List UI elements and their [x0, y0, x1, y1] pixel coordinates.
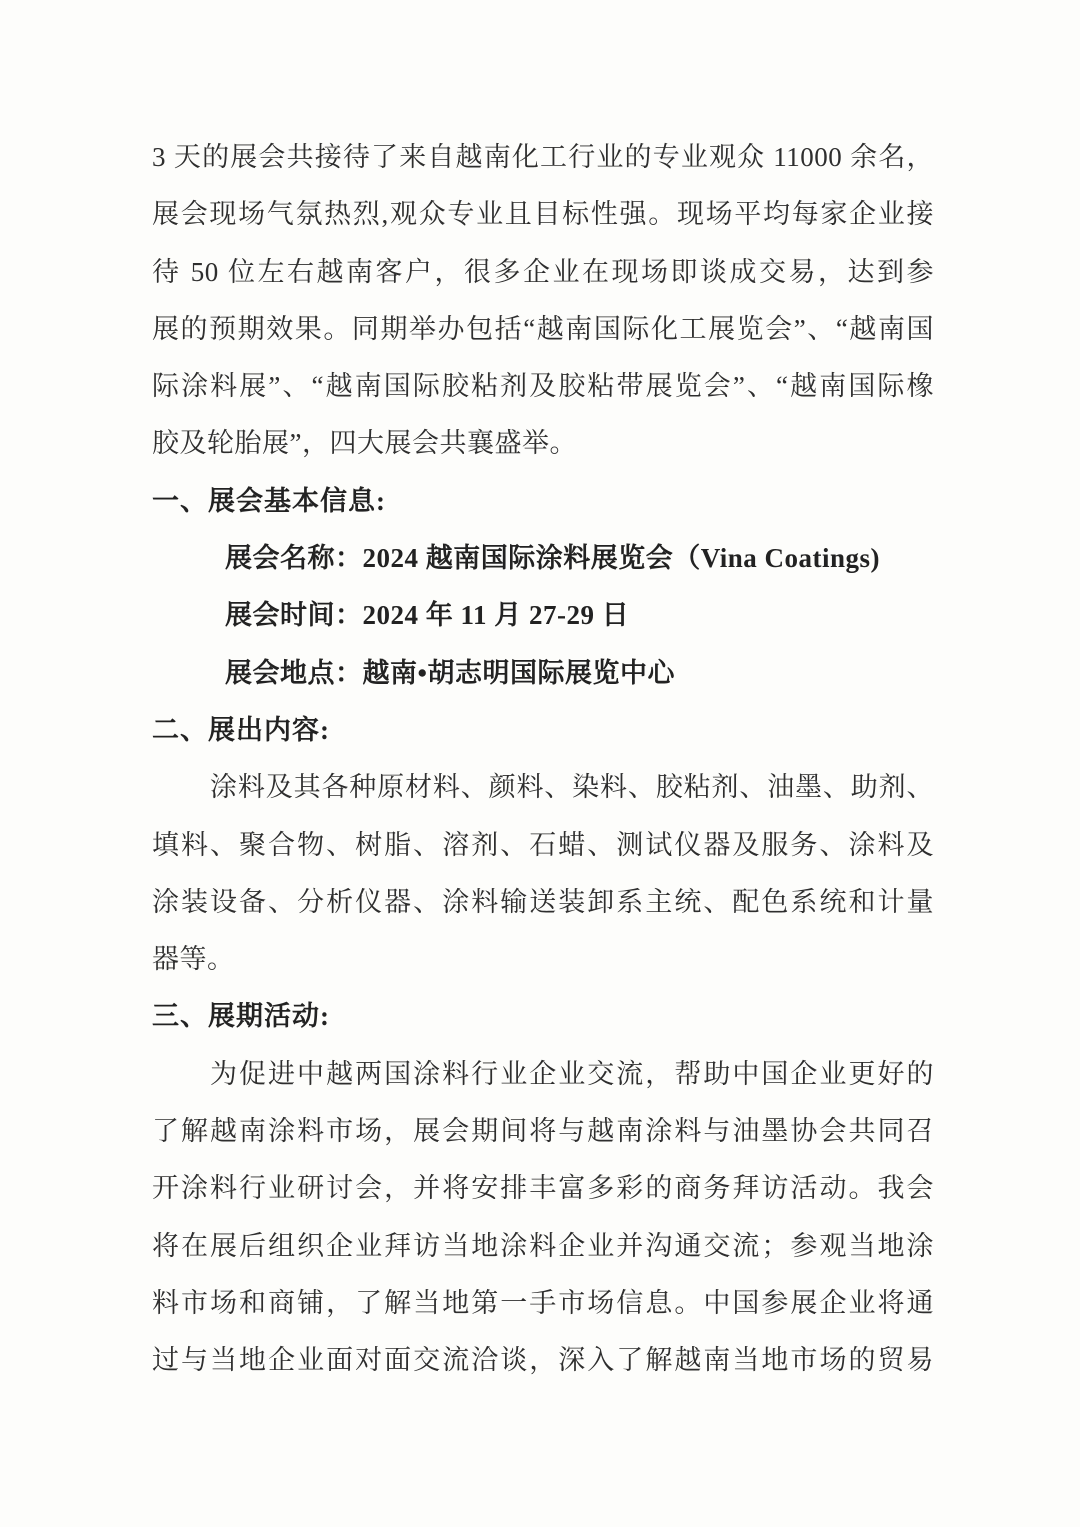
heading-exhibits-line-1: 二、展出内容:: [152, 714, 330, 745]
paragraph-intro-line-4: 展的预期效果。同期举办包括“越南国际化工展览会”、“越南国: [152, 313, 934, 344]
paragraph-intro-line-2: 展会现场气氛热烈,观众专业且目标性强。现场平均每家企业接: [152, 199, 934, 230]
paragraph-intro-line-1: 3 天的展会共接待了来自越南化工行业的专业观众 11000 余名，: [152, 142, 934, 172]
info-list-line-2: 展会时间：2024 年 11 月 27-29 日: [225, 600, 630, 631]
heading-basic-info-line-1: 一、展会基本信息:: [152, 485, 386, 516]
paragraph-intro-line-5: 际涂料展”、“越南国际胶粘剂及胶粘带展览会”、“越南国际橡: [152, 371, 934, 402]
paragraph-activities-line-6: 过与当地企业面对面交流洽谈，深入了解越南当地市场的贸易: [152, 1345, 934, 1376]
paragraph-exhibits-line-2: 填料、聚合物、树脂、溶剂、石蜡、测试仪器及服务、涂料及: [152, 829, 934, 860]
info-list-line-1: 展会名称：2024 越南国际涂料展览会（Vina Coatings): [225, 543, 881, 574]
paragraph-activities-line-5: 料市场和商铺，了解当地第一手市场信息。中国参展企业将通: [152, 1287, 934, 1318]
document-content: [152, 129, 934, 1390]
paragraph-exhibits-line-4: 器等。: [152, 944, 235, 975]
paragraph-activities-line-4: 将在展后组织企业拜访当地涂料企业并沟通交流；参观当地涂: [152, 1230, 934, 1261]
paragraph-activities-line-3: 开涂料行业研讨会，并将安排丰富多彩的商务拜访活动。我会: [152, 1173, 934, 1204]
info-list-line-3: 展会地点：越南•胡志明国际展览中心: [225, 657, 675, 688]
paragraph-activities-line-2: 了解越南涂料市场，展会期间将与越南涂料与油墨协会共同召: [152, 1116, 934, 1147]
paragraph-activities-line-1: 为促进中越两国涂料行业企业交流，帮助中国企业更好的: [210, 1058, 934, 1089]
heading-activities-line-1: 三、展期活动:: [152, 1001, 330, 1032]
paragraph-exhibits-line-1: 涂料及其各种原材料、颜料、染料、胶粘剂、油墨、助剂、: [210, 772, 934, 803]
paragraph-intro-line-3: 待 50 位左右越南客户，很多企业在现场即谈成交易，达到参: [152, 256, 934, 287]
paragraph-intro-line-6: 胶及轮胎展”，四大展会共襄盛举。: [152, 428, 577, 459]
paragraph-exhibits-line-3: 涂装设备、分析仪器、涂料输送装卸系主统、配色系统和计量: [152, 886, 934, 917]
